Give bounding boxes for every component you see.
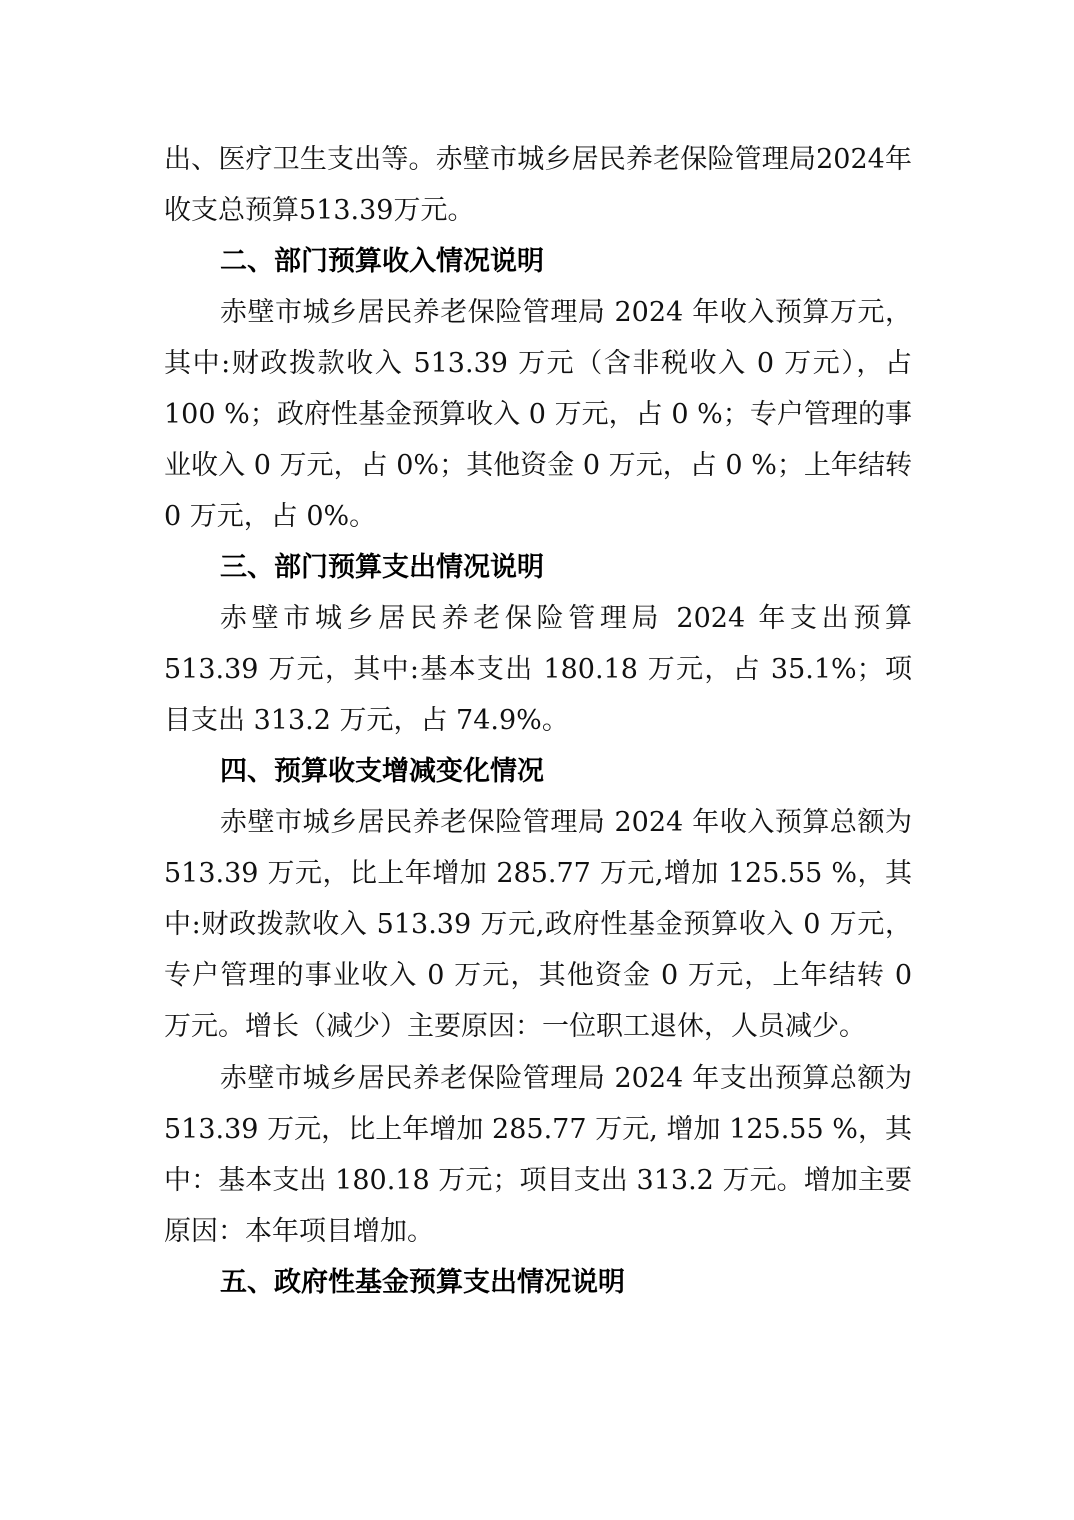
heading-expenditure-explanation: 三、部门预算支出情况说明 — [220, 552, 544, 583]
paragraph-income-explanation: 赤壁市城乡居民养老保险管理局 2024 年收入预算万元，其中:财政拨款收入 513.39 万元（含非税收入 0 万元），占 100 %；政府性基金预算收入 0 万元，占 0 %；专户管理的事业收入 0 万元，占 0%；其他资金 0 万元，占 0 %；上年结转 0 万元，占 0%。 — [164, 297, 912, 532]
paragraph-income-change: 赤壁市城乡居民养老保险管理局 2024 年收入预算总额为 513.39 万元，比上年增加 285.77 万元,增加 125.55 %，其中:财政拨款收入 513.39 万元,政府性基金预算收入 0 万元，专户管理的事业收入 0 万元，其他资金 0 万元，上年结转 0 万元。增长（减少）主要原因：一位职工退休，人员减少。 — [164, 807, 912, 1042]
document-body — [164, 134, 912, 1308]
paragraph-budget-summary-continued: 出、医疗卫生支出等。赤壁市城乡居民养老保险管理局2024年收支总预算513.39万元。 — [164, 144, 912, 226]
heading-government-fund-expenditure: 五、政府性基金预算支出情况说明 — [220, 1267, 625, 1298]
heading-budget-change: 四、预算收支增减变化情况 — [220, 756, 544, 787]
heading-income-explanation: 二、部门预算收入情况说明 — [220, 246, 544, 277]
paragraph-expenditure-explanation: 赤壁市城乡居民养老保险管理局 2024 年支出预算513.39 万元，其中:基本支出 180.18 万元，占 35.1%；项目支出 313.2 万元，占 74.9%。 — [164, 603, 912, 736]
paragraph-expenditure-change: 赤壁市城乡居民养老保险管理局 2024 年支出预算总额为 513.39 万元，比上年增加 285.77 万元, 增加 125.55 %，其中：基本支出 180.18 万元；项目支出 313.2 万元。增加主要原因：本年项目增加。 — [164, 1063, 912, 1247]
